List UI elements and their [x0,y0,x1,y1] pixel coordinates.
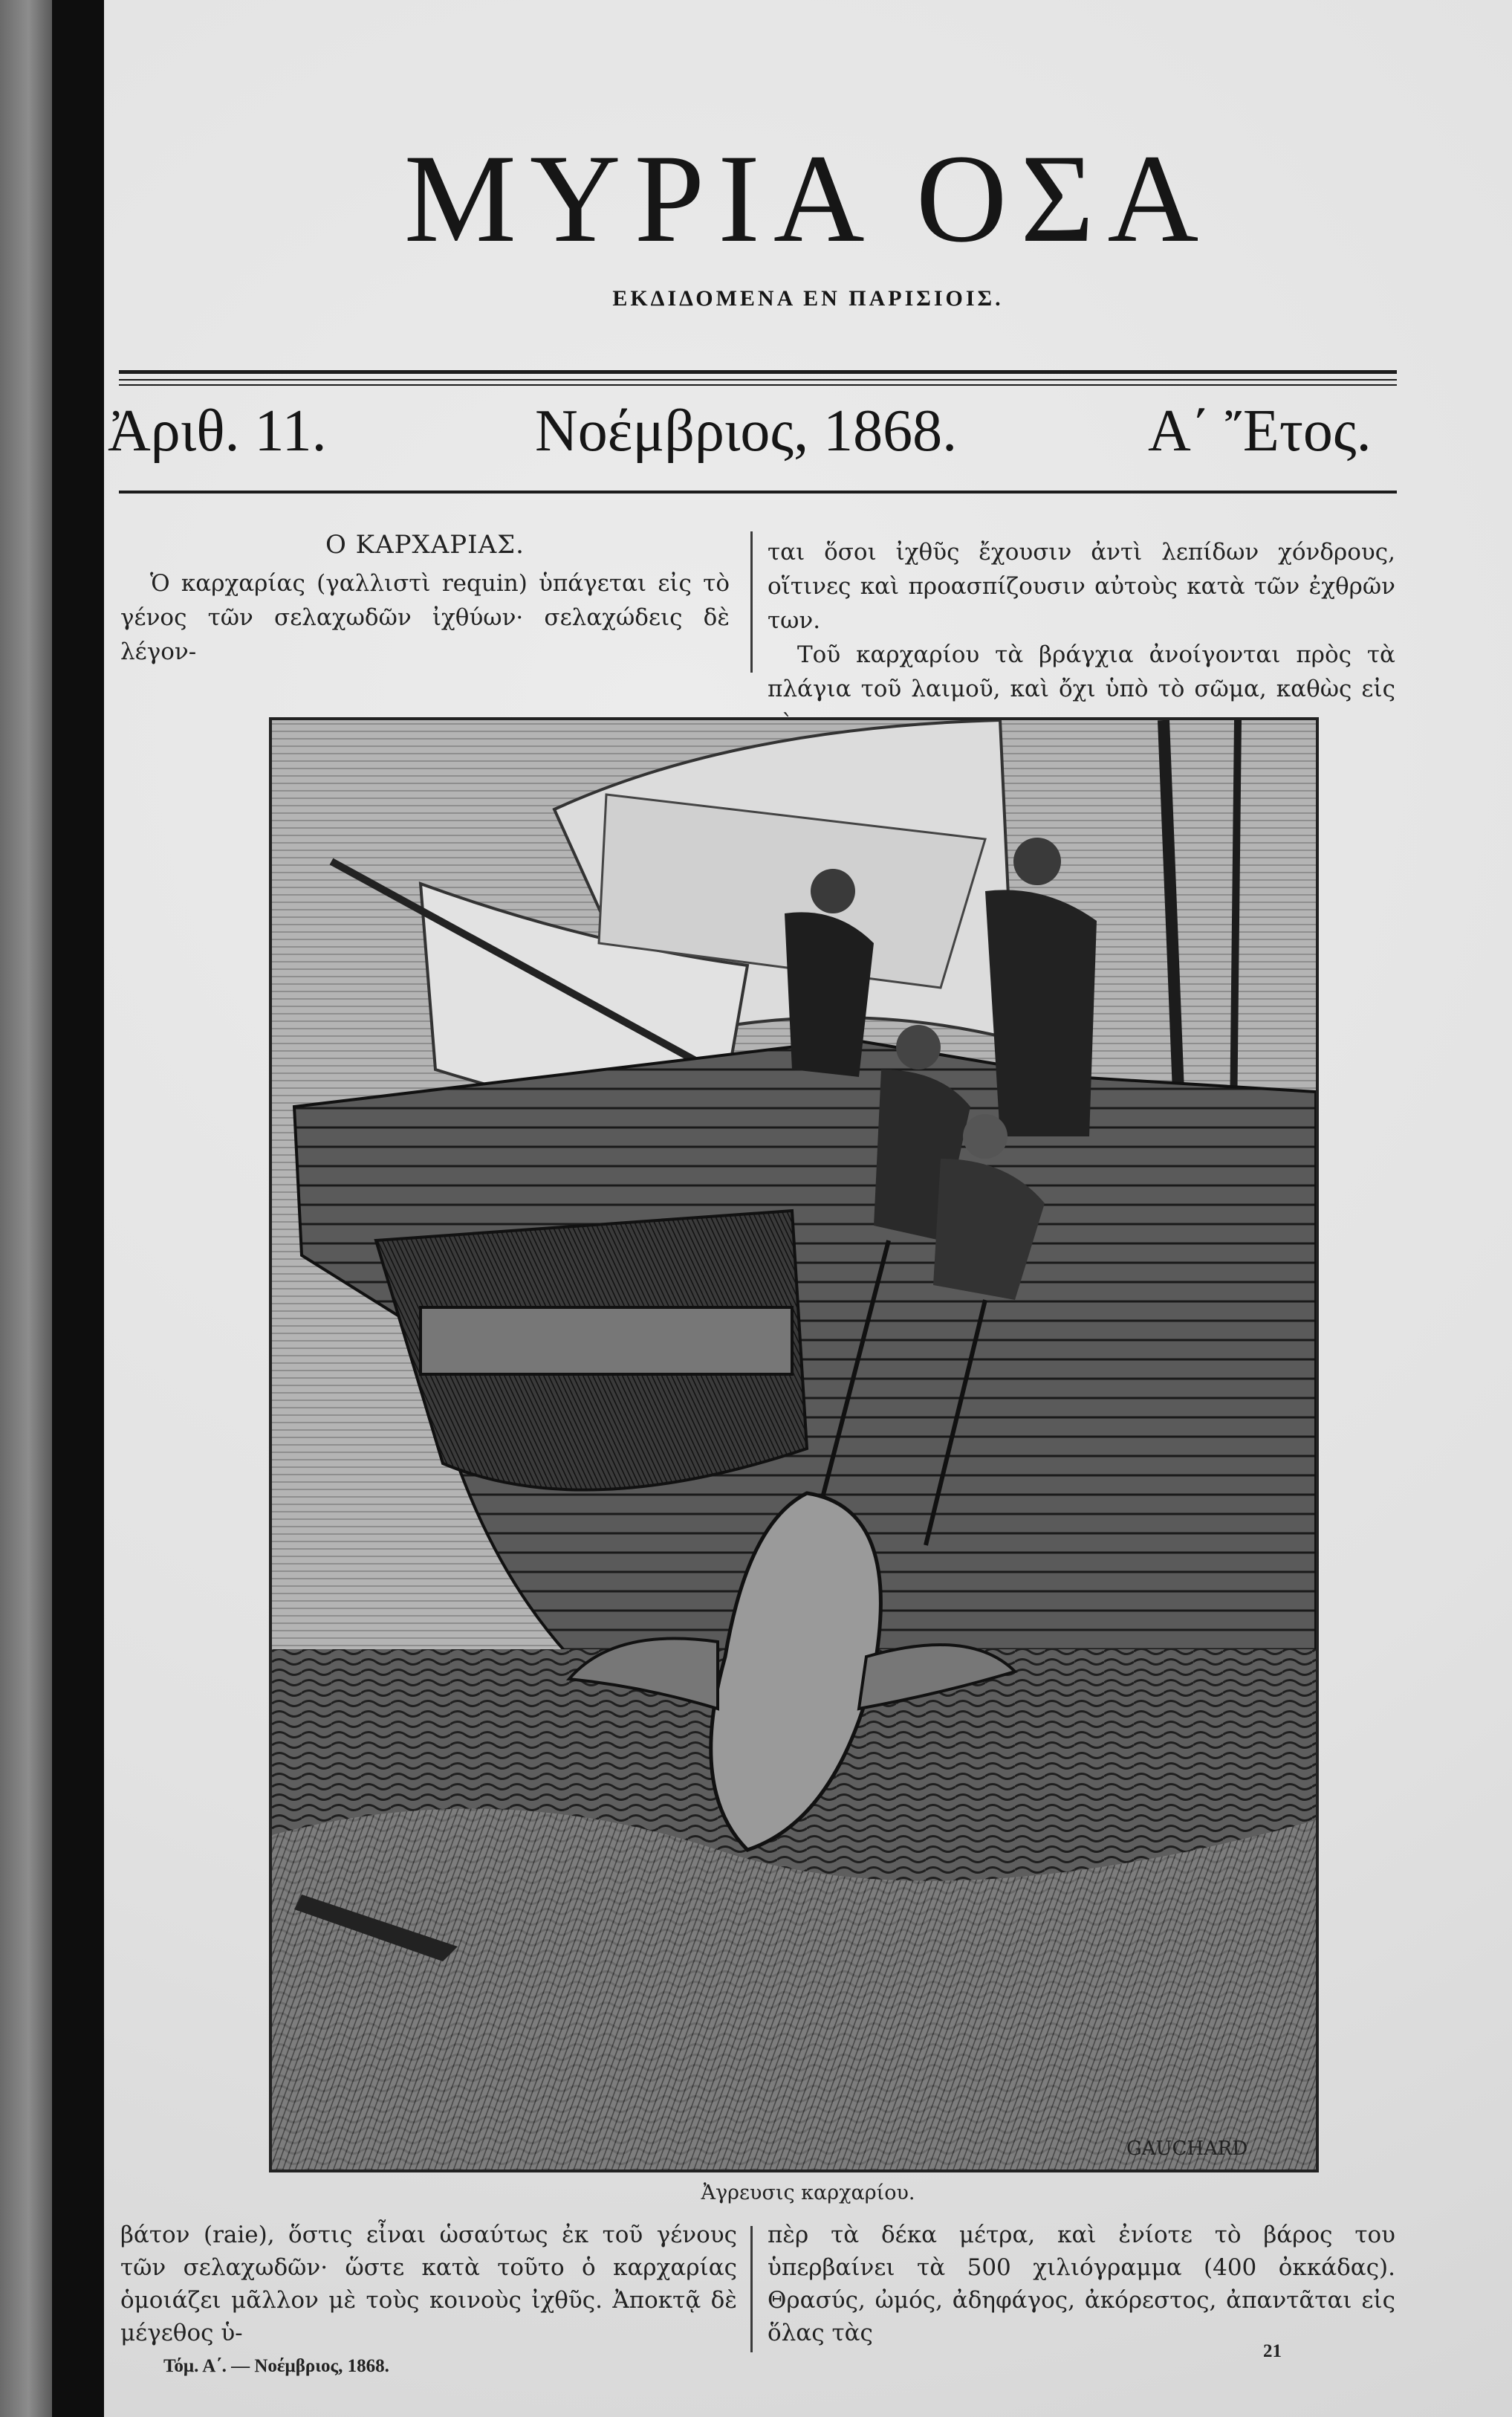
book-gutter [52,0,104,2417]
masthead-title: ΜΥΡΙΑ ΟΣΑ [403,129,1213,268]
newspaper-page [104,0,1512,2417]
masthead-rule-thin [119,379,1397,381]
article-column-bottom-right [768,2219,1395,2349]
column-divider-top [750,531,753,673]
footer-volume: Τόμ. Α΄. — Νοέμβριος, 1868. [163,2356,389,2376]
article-column-top-left [120,528,730,669]
article-paragraph: βάτον (raie), ὅστις εἶναι ὡσαύτως ἐκ τοῦ γένους τῶν σελαχωδῶν· ὥστε κατὰ τοῦτο ὁ καρχαρίας ὁμοιάζει μᾶλλον μὲ τοὺς κοινοὺς ἰχθῦς. Ἀποκτᾷ δὲ μέγεθος ὑ- [120,2222,737,2346]
article-paragraph: Τοῦ καρχαρίου τὰ βράγχια ἀνοίγονται πρὸς τὰ πλάγια τοῦ λαιμοῦ, καὶ ὄχι ὑπὸ τὸ σῶμα, καθὼς εἰς [768,641,1395,702]
issue-number: Ἀριθ. 11. [108,398,327,464]
masthead-rule-top [119,370,1397,374]
article-column-bottom-left [120,2219,737,2349]
masthead-rule-thin-2 [119,384,1397,386]
page-number: 21 [1263,2341,1282,2361]
book-spine-edge [0,0,52,2417]
column-divider-bottom [750,2226,753,2352]
issue-date: Νοέμβριος, 1868. [535,398,958,464]
masthead-subtitle: ΕΚΔΙΔΟΜΕΝΑ ΕΝ ΠΑΡΙΣΙΟΙΣ. [612,286,1004,311]
engraving-shark-hunt [269,717,1319,2172]
article-column-top-right [768,535,1395,740]
engraver-signature: GAUCHARD [1126,2138,1248,2160]
issue-rule [119,491,1397,494]
article-heading: Ο ΚΑΡΧΑΡΙΑΣ. [325,530,525,560]
article-paragraph: Ὁ καρχαρίας (γαλλιστὶ requin) ὑπάγεται εἰς τὸ γένος τῶν σελαχωδῶν ἰχθύων· σελαχώδεις δὲ λέγον- [120,570,730,665]
engraving-caption: Ἀγρευσις καρχαρίου. [701,2181,915,2204]
issue-year: Α΄ Ἔτος. [1148,398,1372,464]
article-paragraph: ται ὅσοι ἰχθῦς ἔχουσιν ἀντὶ λεπίδων χόνδρους, οἵτινες καὶ προασπίζουσιν αὐτοὺς κατὰ τῶν ἐχθρῶν των. [768,539,1395,634]
article-paragraph: πὲρ τὰ δέκα μέτρα, καὶ ἐνίοτε τὸ βάρος του ὑπερβαίνει τὰ 500 χιλιόγραμμα (400 ὀκκάδας). Θρασύς, ὠμός, ἀδηφάγος, ἀκόρεστος, ἀπαντᾶται εἰς ὅλας τὰς [768,2222,1395,2346]
